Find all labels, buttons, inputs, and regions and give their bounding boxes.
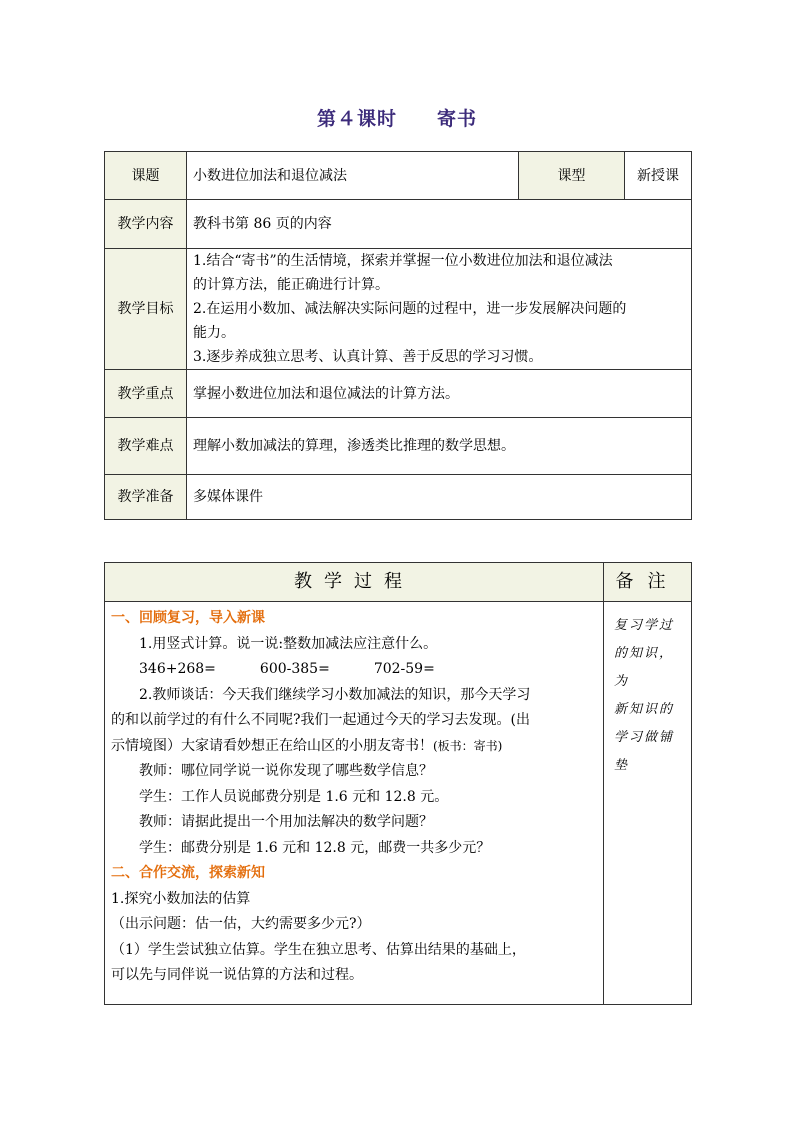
difficulty-value: 理解小数加减法的算理，渗透类比推理的数学思想。 xyxy=(187,418,692,475)
paragraph: （1）学生尝试独立估算。学生在独立思考、估算出结果的基础上， xyxy=(111,941,526,958)
calc-item: 600-385= xyxy=(259,661,330,677)
note-line: 新知识的 xyxy=(614,702,675,717)
paragraph: 1.用竖式计算。说一说:整数加减法应注意什么。 xyxy=(139,635,438,652)
goal-line: 3.逐步养成独立思考、认真计算、善于反思的学习习惯。 xyxy=(193,349,543,365)
lesson-name: 寄书 xyxy=(437,108,478,130)
section-heading-explore: 二、合作交流，探索新知 xyxy=(111,865,265,881)
goals-label: 教学目标 xyxy=(105,249,187,370)
section-heading-review: 一、回顾复习，导入新课 xyxy=(111,610,265,626)
paragraph: （出示问题：估一估，大约需要多少元?） xyxy=(111,916,371,932)
goal-line: 能力。 xyxy=(193,325,235,341)
process-body-row xyxy=(105,602,692,1005)
paragraph-text: 示情境图）大家请看妙想正在给山区的小朋友寄书！ xyxy=(111,737,433,754)
goals-value xyxy=(187,249,692,370)
goals-row xyxy=(105,249,692,370)
difficulty-row xyxy=(105,418,692,475)
page-title xyxy=(0,104,794,131)
lesson-number: 第４课时 xyxy=(316,108,397,130)
paragraph xyxy=(111,734,597,760)
process-content xyxy=(105,602,604,1005)
type-label: 课型 xyxy=(519,152,625,200)
goal-line: 2.在运用小数加、减法解决实际问题的过程中，进一步发展解决问题的 xyxy=(193,301,627,317)
paragraph: 的和以前学过的有什么不同呢?我们一起通过今天的学习去发现。(出 xyxy=(111,712,530,728)
note-line: 垫 xyxy=(614,758,630,773)
dialog-line: 教师：哪位同学说一说你发现了哪些数学信息？ xyxy=(139,763,433,779)
key-points-value: 掌握小数进位加法和退位减法的计算方法。 xyxy=(187,370,692,418)
type-value: 新授课 xyxy=(625,152,692,200)
goal-line: 的计算方法，能正确进行计算。 xyxy=(193,277,389,293)
board-note: (板书：寄书) xyxy=(433,738,503,753)
teaching-process-table xyxy=(104,562,692,1005)
topic-row xyxy=(105,152,692,200)
goal-line: 1.结合“寄书”的生活情境，探索并掌握一位小数进位加法和退位减法 xyxy=(193,253,613,269)
paragraph: 可以先与同伴说一说估算的方法和过程。 xyxy=(111,967,363,983)
key-points-label: 教学重点 xyxy=(105,370,187,418)
process-header-row xyxy=(105,563,692,602)
dialog-line: 学生：邮费分别是 1.6 元和 12.8 元，邮费一共多少元？ xyxy=(139,839,491,856)
content-row xyxy=(105,200,692,249)
calc-exercises xyxy=(111,657,597,683)
note-line: 复习学过 xyxy=(614,618,675,633)
notes-header: 备注 xyxy=(604,563,692,602)
note-line: 学习做铺 xyxy=(614,730,675,745)
topic-value: 小数进位加法和退位减法 xyxy=(187,152,519,200)
preparation-label: 教学准备 xyxy=(105,475,187,520)
difficulty-label: 教学难点 xyxy=(105,418,187,475)
topic-label: 课题 xyxy=(105,152,187,200)
calc-item: 346+268= xyxy=(139,661,216,677)
process-header: 教学过程 xyxy=(105,563,604,602)
dialog-line: 学生：工作人员说邮费分别是 1.6 元和 12.8 元。 xyxy=(139,788,449,805)
paragraph: 2.教师谈话：今天我们继续学习小数加减法的知识，那今天学习 xyxy=(139,686,531,703)
preparation-row xyxy=(105,475,692,520)
content-label: 教学内容 xyxy=(105,200,187,249)
notes-content xyxy=(604,602,692,1005)
paragraph: 1.探究小数加法的估算 xyxy=(111,890,251,907)
lesson-info-table xyxy=(104,151,692,520)
calc-item: 702-59= xyxy=(373,661,435,677)
content-value: 教科书第 86 页的内容 xyxy=(187,200,692,249)
preparation-value: 多媒体课件 xyxy=(187,475,692,520)
dialog-line: 教师：请据此提出一个用加法解决的数学问题？ xyxy=(139,814,433,830)
key-points-row xyxy=(105,370,692,418)
note-line: 的知识，为 xyxy=(614,646,675,689)
